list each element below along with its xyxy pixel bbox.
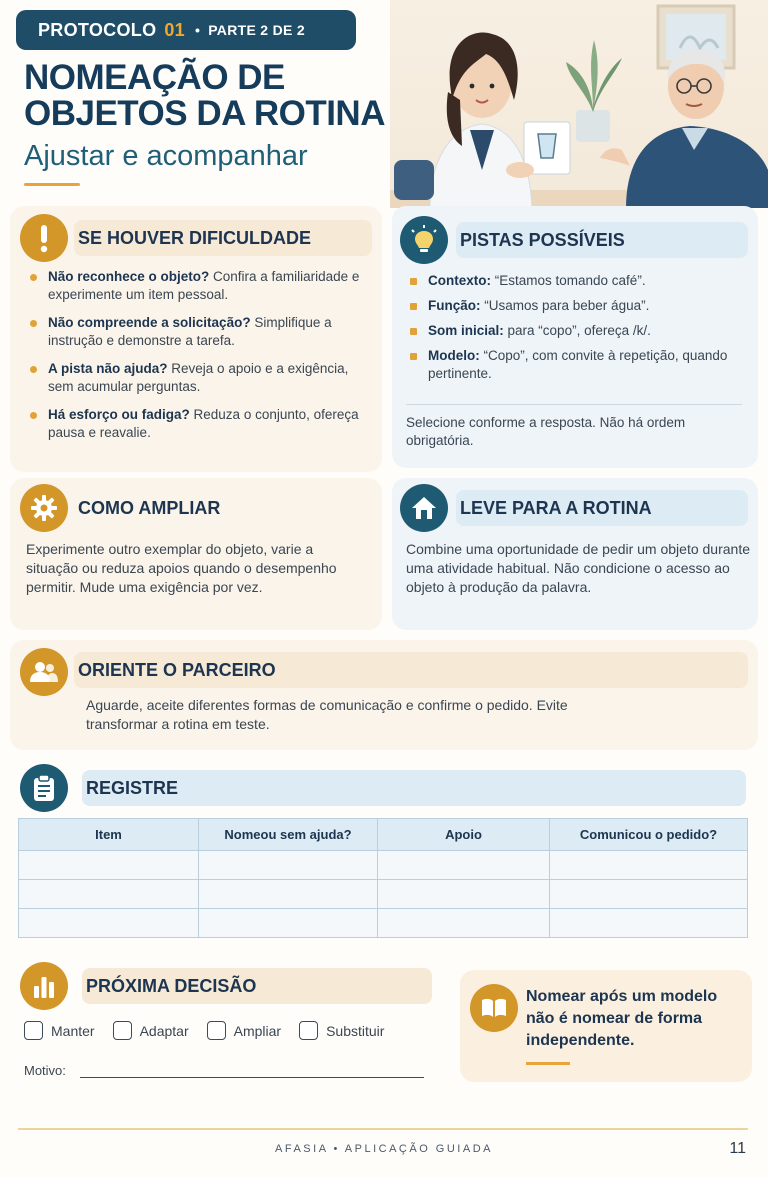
routine-text: Combine uma oportunidade de pedir um objeto durante uma atividade habitual. Não condicione o acesso ao objeto à produção da palavra.	[406, 541, 751, 595]
checkbox-box[interactable]	[113, 1021, 132, 1040]
lightbulb-icon	[400, 216, 448, 264]
protocol-part: PARTE 2 DE 2	[208, 22, 305, 38]
table-row	[19, 909, 748, 938]
difficulty-card	[10, 206, 382, 472]
table-cell[interactable]	[19, 909, 199, 938]
column-header: Comunicou o pedido?	[550, 819, 748, 851]
expand-card	[10, 478, 382, 630]
checkbox-label: Substituir	[326, 1022, 385, 1039]
routine-title: LEVE PARA A ROTINA	[456, 490, 748, 526]
home-icon	[400, 484, 448, 532]
expand-title: COMO AMPLIAR	[78, 497, 221, 518]
partner-card	[10, 640, 758, 750]
list-item: Modelo: “Copo”, com convite à repetição, quando pertinente.	[406, 347, 746, 383]
table-cell[interactable]	[550, 851, 748, 880]
protocol-number: 01	[164, 19, 185, 40]
table-cell[interactable]	[378, 909, 550, 938]
checkbox-ampliar[interactable]	[207, 1021, 281, 1040]
column-header: Item	[19, 819, 199, 851]
list-item: Função: “Usamos para beber água”.	[406, 297, 746, 315]
difficulty-title: SE HOUVER DIFICULDADE	[74, 220, 372, 256]
table-cell[interactable]	[378, 851, 550, 880]
list-item: Som inicial: para “copo”, ofereça /k/.	[406, 322, 746, 340]
page-subtitle: Ajustar e acompanhar	[24, 140, 308, 172]
list-item: Há esforço ou fadiga? Reduza o conjunto, ofereça pausa e reavalie.	[26, 406, 376, 442]
routine-card	[392, 478, 758, 630]
table-row	[19, 880, 748, 909]
exclamation-icon	[20, 214, 68, 262]
cues-card	[392, 206, 758, 468]
register-title: REGISTRE	[82, 770, 746, 806]
list-item: Não compreende a solicitação? Simplifique a instrução e demonstre a tarefa.	[26, 314, 376, 350]
table-cell[interactable]	[19, 880, 199, 909]
cues-list	[406, 272, 746, 390]
table-cell[interactable]	[199, 909, 378, 938]
expand-text: Experimente outro exemplar do objeto, varie a situação ou reduza apoios quando o desempenho permitir. Mude uma exigência por vez.	[26, 541, 337, 595]
footer-divider	[18, 1128, 748, 1130]
partner-title: ORIENTE O PARCEIRO	[74, 652, 748, 688]
note-text: Nomear após um modelo não é nomear de forma independente.	[526, 988, 718, 1049]
checkbox-manter[interactable]	[24, 1021, 95, 1040]
list-item: Não reconhece o objeto? Confira a familiaridade e experimente um item pessoal.	[26, 268, 376, 304]
table-cell[interactable]	[378, 880, 550, 909]
clipboard-icon	[20, 764, 68, 812]
checkbox-box[interactable]	[207, 1021, 226, 1040]
checkbox-label: Adaptar	[139, 1022, 189, 1039]
cues-note: Selecione conforme a resposta. Não há ordem obrigatória.	[406, 415, 686, 448]
decision-title: PRÓXIMA DECISÃO	[82, 968, 432, 1004]
separator-dot: •	[195, 22, 201, 38]
protocol-badge	[16, 10, 356, 50]
table-cell[interactable]	[19, 851, 199, 880]
book-icon	[470, 984, 518, 1032]
table-cell[interactable]	[199, 880, 378, 909]
people-icon	[20, 648, 68, 696]
gear-icon	[20, 484, 68, 532]
table-cell[interactable]	[550, 909, 748, 938]
note-underline	[526, 1062, 570, 1065]
register-table	[18, 818, 748, 938]
reason-input-line[interactable]	[80, 1077, 424, 1078]
table-row	[19, 851, 748, 880]
checkbox-label: Ampliar	[233, 1022, 282, 1039]
checkbox-substituir[interactable]	[299, 1021, 384, 1040]
cues-divider	[406, 404, 742, 405]
difficulty-list	[26, 268, 376, 452]
footer-text: AFASIA • APLICAÇÃO GUIADA	[275, 1143, 493, 1155]
reason-label: Motivo:	[24, 1063, 66, 1078]
list-item: A pista não ajuda? Reveja o apoio e a exigência, sem acumular perguntas.	[26, 360, 376, 396]
checkbox-adaptar[interactable]	[113, 1021, 189, 1040]
bar-chart-icon	[20, 962, 68, 1010]
therapist-patient-illustration	[390, 0, 768, 208]
partner-text: Aguarde, aceite diferentes formas de comunicação e confirme o pedido. Evite transformar a rotina em teste.	[86, 697, 568, 732]
title-underline	[24, 183, 80, 186]
cues-title: PISTAS POSSÍVEIS	[456, 222, 748, 258]
list-item: Contexto: “Estamos tomando café”.	[406, 272, 746, 290]
protocol-word: PROTOCOLO	[38, 19, 157, 40]
checkbox-box[interactable]	[24, 1021, 43, 1040]
checkbox-label: Manter	[51, 1022, 95, 1039]
table-cell[interactable]	[550, 880, 748, 909]
table-header-row	[19, 819, 748, 851]
page-number: 11	[729, 1140, 746, 1157]
column-header: Nomeou sem ajuda?	[199, 819, 378, 851]
table-cell[interactable]	[199, 851, 378, 880]
page-title: NOMEAÇÃO DE OBJETOS DA ROTINA	[24, 58, 385, 133]
column-header: Apoio	[378, 819, 550, 851]
checkbox-box[interactable]	[299, 1021, 318, 1040]
decision-options	[24, 1021, 402, 1040]
